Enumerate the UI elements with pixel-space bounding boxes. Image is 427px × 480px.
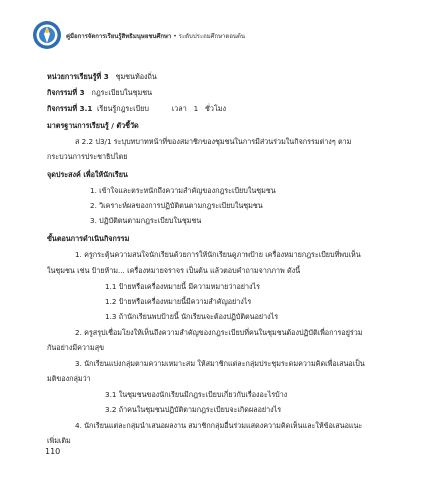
unit-label: หน่วยการเรียนรู้ที่ 3: [47, 72, 109, 81]
step-text-cont: เพิ่มเติม: [47, 436, 71, 445]
header-subtitle: ระดับประถมศึกษาตอนต้น: [178, 33, 246, 40]
activity-label: กิจกรรมที่ 3: [47, 88, 85, 97]
step-text: 3. นักเรียนแบ่งกลุ่มตามความเหมาะสม ให้สมาชิกแต่ละกลุ่มประชุมระดมความคิดเพื่อเสนอเป็น: [75, 359, 365, 368]
standard-line: ส 2.2 ป3/1 ระบุบทบาทหน้าที่ของสมาชิกของชุมชนในการมีส่วนร่วมในกิจกรรมต่างๆ ตาม: [75, 137, 352, 146]
steps-heading: ขั้นตอนการดำเนินกิจกรรม: [47, 234, 130, 243]
logo-emblem: [32, 20, 62, 50]
step-text: 2. ครูสรุปเชื่อมโยงให้เห็นถึงความสำคัญของกฎระเบียบที่คนในชุมชนต้องปฏิบัติเพื่อการอยู่ร่วม: [75, 328, 363, 337]
activity-value: กฎระเบียบในชุมชน: [91, 88, 153, 97]
step-text-cont: ในชุมชน เช่น ป้ายห้าม... เครื่องหมายจราจร เป็นต้น แล้วตอบคำถามจากภาพ ดังนี้: [47, 266, 301, 275]
activity-line: [47, 88, 152, 98]
standard-line-cont: กระบวนการประชาธิปไตย: [47, 152, 128, 161]
page-header: [32, 20, 412, 52]
page-number: 110: [45, 447, 61, 456]
unit-value: ชุมชนท้องถิ่น: [115, 72, 157, 81]
sub-step: 1.2 ป้ายหรือเครื่องหมายนี้มีความสำคัญอย่างไร: [105, 297, 252, 306]
sub-step: 1.1 ป้ายหรือเครื่องหมายนี้ มีความหมายว่าอย่างไร: [105, 282, 261, 291]
objective-item: 3. ปฏิบัติตนตามกฎระเบียบในชุมชน: [90, 216, 202, 225]
step-text: 1. ครูกระตุ้นความสนใจนักเรียนด้วยการให้นักเรียนดูภาพป้าย เครื่องหมายกฎระเบียบที่พบเห็น: [75, 250, 361, 259]
time-unit: ชั่วโมง: [205, 104, 227, 113]
step-text-cont: กันอย่างมีความสุข: [47, 343, 104, 352]
header-separator: •: [173, 33, 179, 40]
step-text: 4. นักเรียนแต่ละกลุ่มนำเสนอผลงาน สมาชิกกลุ่มอื่นร่วมแสดงความคิดเห็นและให้ข้อเสนอแนะ: [75, 421, 363, 430]
subactivity-label: กิจกรรมที่ 3.1: [47, 104, 93, 113]
sub-step: 3.1 ในชุมชนของนักเรียนมีกฎระเบียบเกี่ยวกับเรื่องอะไรบ้าง: [105, 390, 288, 399]
standard-heading: มาตรฐานการเรียนรู้ / ตัวชี้วัด: [47, 121, 139, 130]
unit-line: [47, 72, 157, 82]
header-title: คู่มือการจัดการเรียนรู้สิทธิมนุษยชนศึกษา: [66, 33, 172, 40]
objective-heading: จุดประสงค์ เพื่อให้นักเรียน: [47, 170, 128, 179]
sub-step: 3.2 ถ้าคนในชุมชนปฏิบัติตามกฎระเบียบจะเกิดผลอย่างไร: [105, 405, 282, 414]
time-label: เวลา: [171, 104, 187, 113]
objective-item: 2. วิเคราะห์ผลของการปฏิบัติตนตามกฎระเบียบในชุมชน: [90, 201, 263, 210]
objective-item: 1. เข้าใจและตระหนักถึงความสำคัญของกฎระเบียบในชุมชน: [90, 186, 276, 195]
subactivity-value: เรียนรู้กฎระเบียบ: [96, 104, 149, 113]
time-value: 1: [193, 104, 199, 113]
sub-step: 1.3 ถ้านักเรียนพบป้ายนี้ นักเรียนจะต้องปฏิบัติตนอย่างไร: [105, 312, 279, 321]
subactivity-line: [47, 104, 226, 114]
header-text: [66, 31, 245, 41]
step-text-cont: มติของกลุ่มว่า: [47, 374, 91, 383]
